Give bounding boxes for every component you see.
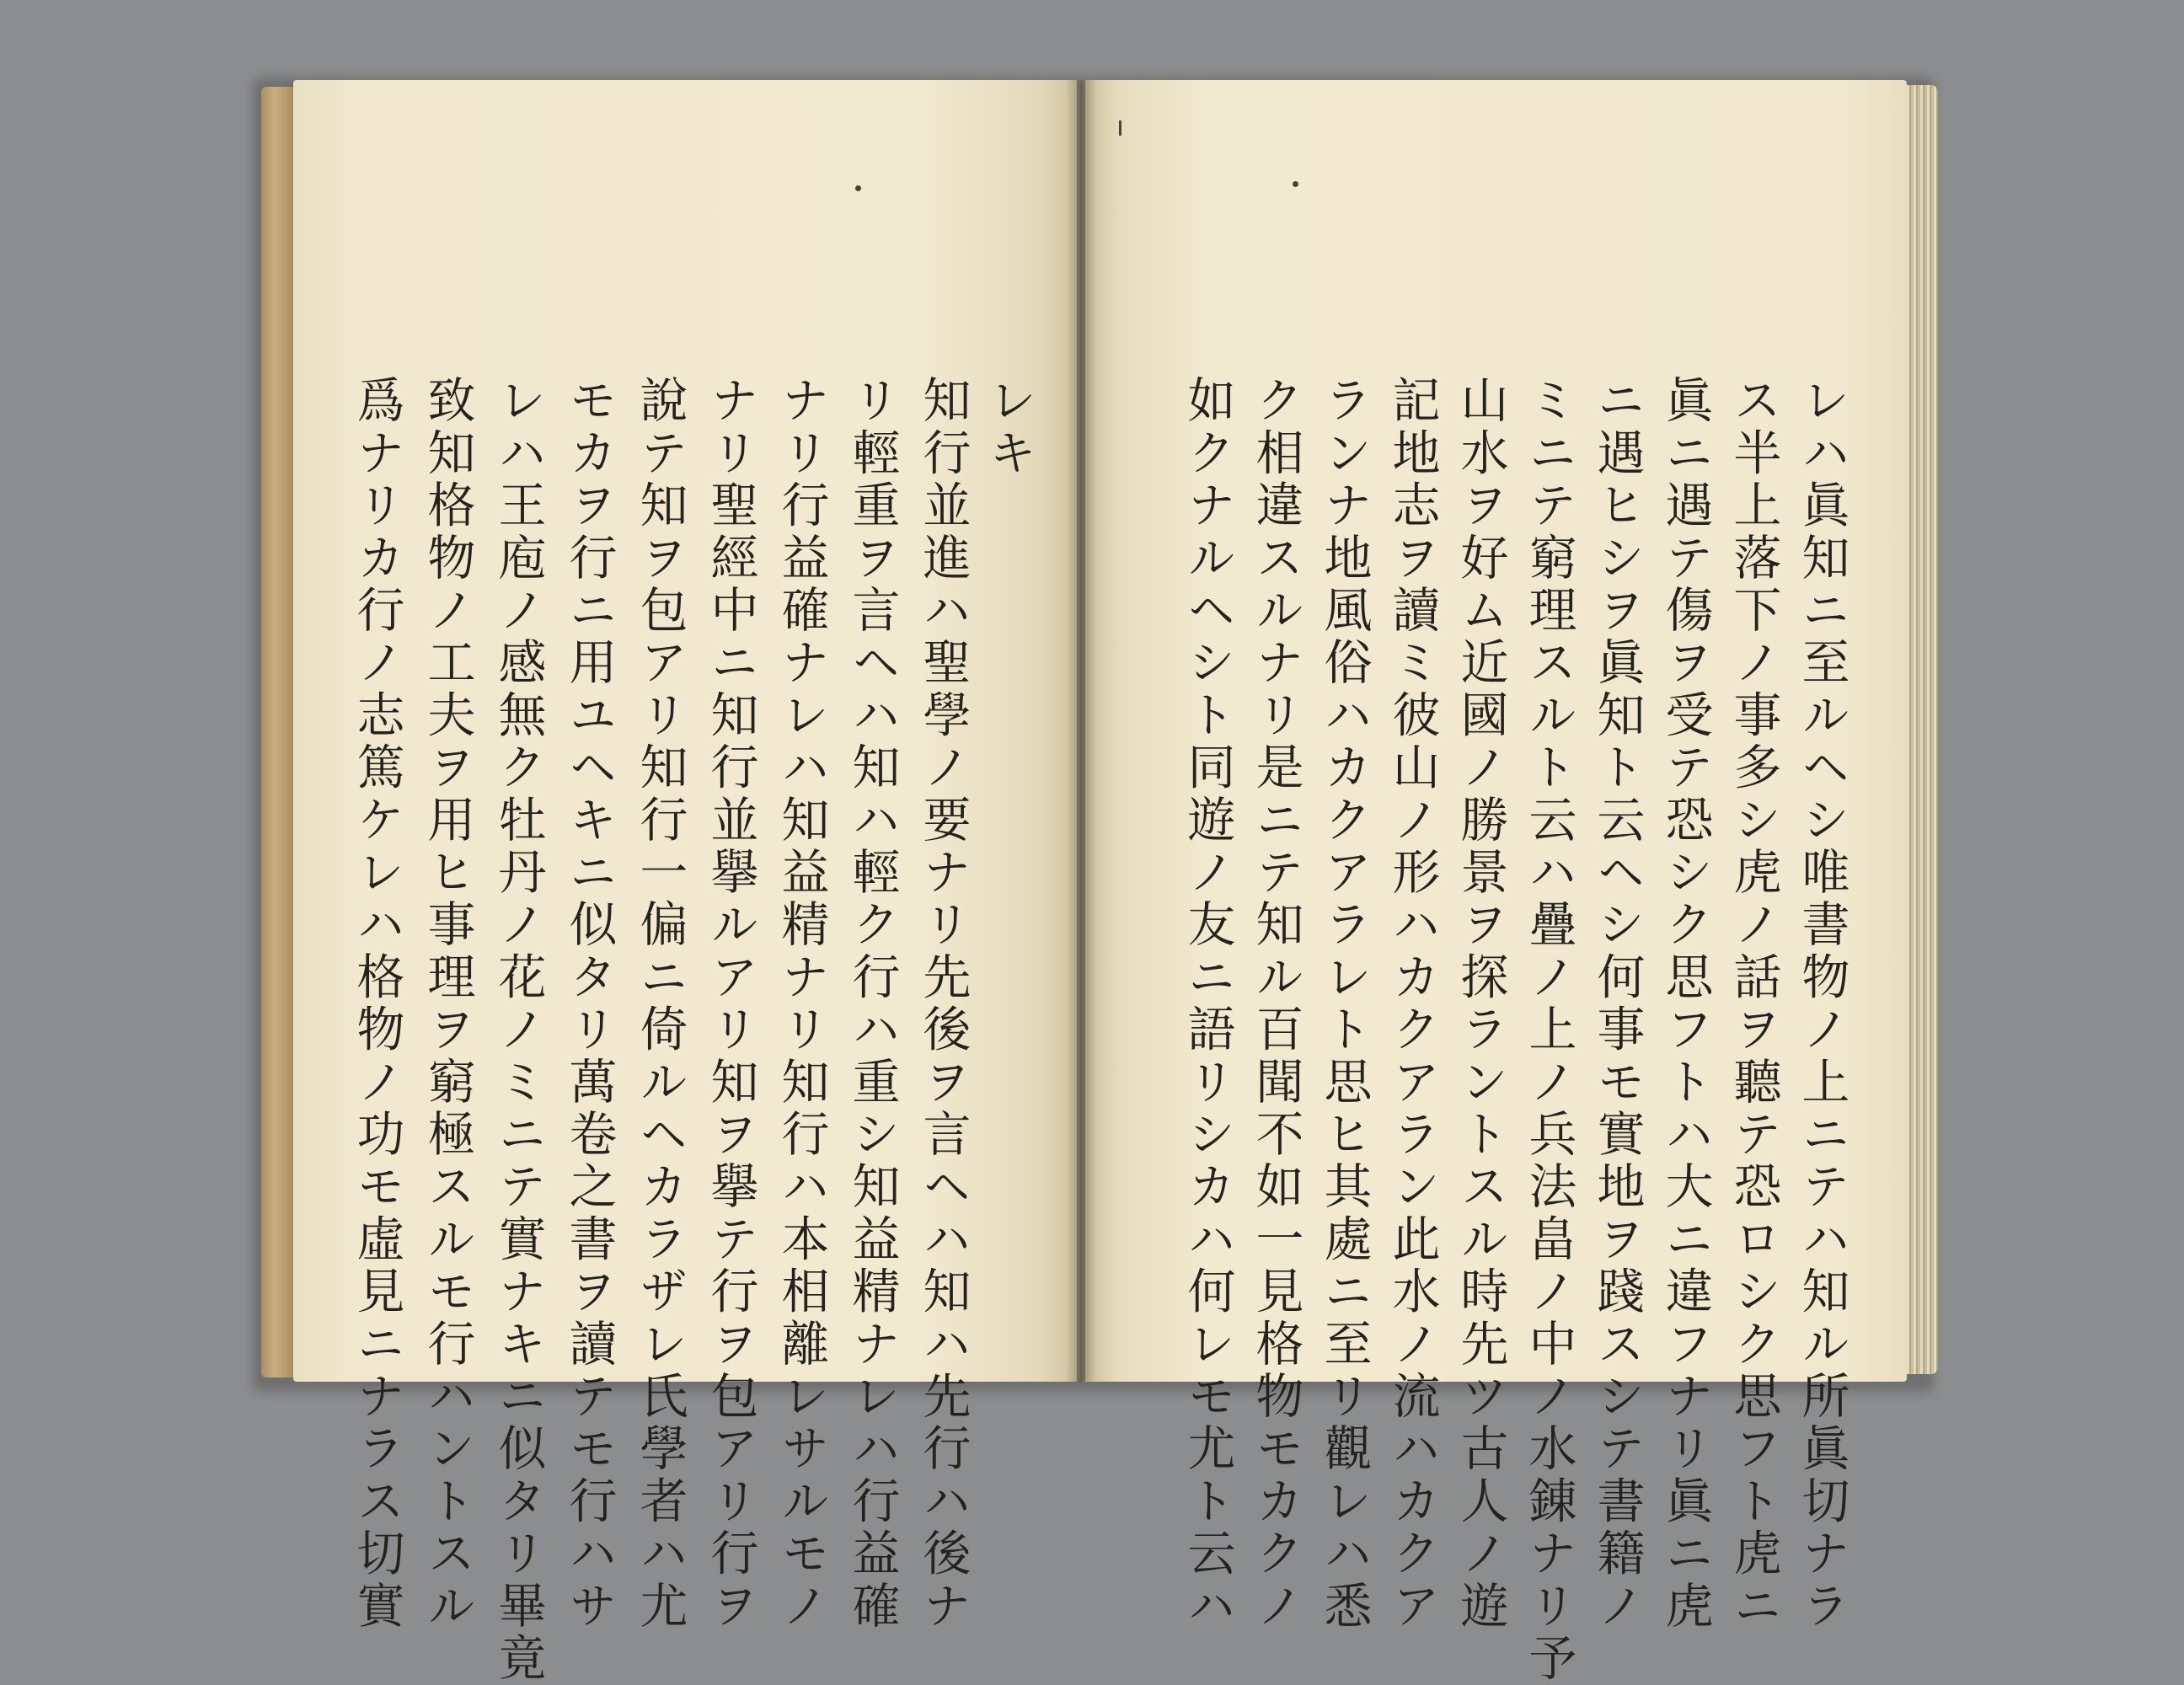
right-page-column-8: ランナ地風俗ハカクアラレト思ヒ其處ニ至リ觀レハ悉 bbox=[1316, 375, 1372, 1633]
left-page-column-5: ナリ聖經中ニ知行並擧ルアリ知ヲ擧テ行ヲ包アリ行ヲ bbox=[703, 375, 758, 1633]
open-book bbox=[261, 80, 1938, 1685]
book-spine-edge-left bbox=[261, 87, 297, 1377]
left-page bbox=[293, 80, 1077, 1685]
right-page bbox=[1085, 80, 1907, 1685]
right-page-column-5: ミニテ窮理スルト云ハ疊ノ上ノ兵法畠ノ中ノ水錬ナリ予 bbox=[1521, 375, 1576, 1685]
left-page-column-10: 爲ナリカ行ノ志篤ケレハ格物ノ功モ虛見ニナラス切實 bbox=[349, 375, 404, 1633]
page-corner-mark bbox=[1119, 120, 1121, 136]
book-page-edges-right bbox=[1904, 85, 1938, 1374]
left-page-column-8: レハ王庖ノ感無ク牡丹ノ花ノミニテ實ナキニ似タリ畢竟 bbox=[490, 375, 546, 1685]
left-page-column-4: ナリ行益確ナレハ知益精ナリ知行ハ本相離レサルモノ bbox=[774, 375, 829, 1633]
right-page-column-1: レハ眞知ニ至ルヘシ唯書物ノ上ニテハ知ル所眞切ナラ bbox=[1794, 375, 1849, 1633]
left-page-column-2: 知行並進ハ聖學ノ要ナリ先後ヲ言ヘハ知ハ先行ハ後ナ bbox=[915, 375, 971, 1633]
right-page-column-9: ク相違スルナリ是ニテ知ル百聞不如一見格物モカクノ bbox=[1248, 375, 1303, 1633]
right-page-column-7: 記地志ヲ讀ミ彼山ノ形ハカクアラン此水ノ流ハカクア bbox=[1384, 375, 1440, 1633]
left-page-column-7: モカヲ行ニ用ユヘキニ似タリ萬卷之書ヲ讀テモ行ハサ bbox=[561, 375, 617, 1633]
right-page-column-2: ス半上落下ノ事多シ虎ノ話ヲ聽テ恐ロシク思フト虎ニ bbox=[1726, 375, 1781, 1633]
binding-hole-mark bbox=[855, 185, 861, 191]
left-page-column-9: 致知格物ノ工夫ヲ用ヒ事理ヲ窮極スルモ行ハントスル bbox=[420, 375, 475, 1633]
left-page-column-1: レキ bbox=[981, 375, 1036, 480]
right-page-column-3: 眞ニ遇テ傷ヲ受テ恐シク思フトハ大ニ違フナリ眞ニ虎 bbox=[1657, 375, 1713, 1633]
left-page-column-3: リ輕重ヲ言ヘハ知ハ輕ク行ハ重シ知益精ナレハ行益確 bbox=[844, 375, 900, 1633]
right-page-column-6: 山水ヲ好ム近國ノ勝景ヲ探ラントスル時先ツ古人ノ遊 bbox=[1453, 375, 1508, 1633]
right-page-column-4: ニ遇ヒシヲ眞知ト云ヘシ何事モ實地ヲ踐スシテ書籍ノ bbox=[1589, 375, 1645, 1633]
right-page-column-10: 如クナルヘシト同遊ノ友ニ語リシカハ何レモ尤ト云ハ bbox=[1180, 375, 1235, 1633]
book-gutter bbox=[1066, 80, 1096, 1382]
binding-hole-mark bbox=[1293, 181, 1298, 187]
left-page-column-6: 說テ知ヲ包アリ知行一偏ニ倚ルヘカラザレ氏學者ハ尤 bbox=[632, 375, 688, 1633]
